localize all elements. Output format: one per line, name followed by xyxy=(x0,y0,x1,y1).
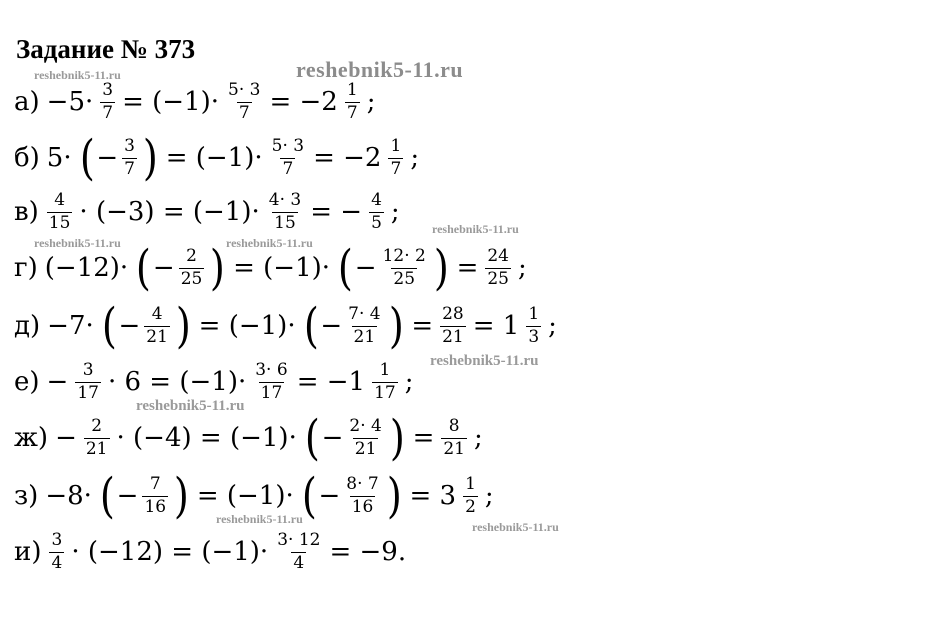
fraction xyxy=(369,191,384,233)
expr-text: (−12)· xyxy=(44,253,129,283)
expr-text: = −9. xyxy=(329,537,407,567)
fraction xyxy=(463,475,478,517)
expr-text: · (−4) = (−1)· xyxy=(116,423,297,453)
sign: − xyxy=(118,311,141,341)
numerator: 1 xyxy=(528,303,540,324)
numerator: 1 xyxy=(390,135,402,156)
numerator: 3 xyxy=(51,529,63,550)
expr-text: = − xyxy=(310,197,363,227)
equation-a xyxy=(14,72,378,132)
watermark: reshebnik5-11.ru xyxy=(216,512,303,526)
item-label: в) xyxy=(14,197,39,227)
expr-text: = (−1)· xyxy=(196,481,294,511)
numerator: 24 xyxy=(487,245,509,266)
fraction xyxy=(122,137,137,179)
fraction xyxy=(345,81,360,123)
denominator: 17 xyxy=(260,382,283,403)
denominator: 7 xyxy=(124,158,135,179)
expr-text: −7· xyxy=(47,311,94,341)
numerator: 3 xyxy=(124,135,135,156)
parenthesized-fraction: ( − $\frac{3}{7}$ ) xyxy=(79,130,158,186)
expr-text: · (−12) = (−1)· xyxy=(71,537,269,567)
numerator: 2· 4 xyxy=(349,415,382,436)
denominator: 7 xyxy=(346,102,358,123)
fraction xyxy=(100,81,115,123)
numerator: 1 xyxy=(346,79,358,100)
equation-e xyxy=(14,352,416,412)
item-label: г) xyxy=(14,253,38,283)
numerator: 3· 6 xyxy=(255,359,288,380)
fraction xyxy=(47,191,73,233)
expr-text: −8· xyxy=(45,481,92,511)
numerator: 2 xyxy=(186,245,197,266)
fraction xyxy=(485,247,511,289)
denominator: 25 xyxy=(487,268,509,289)
expr-end: ; xyxy=(548,311,557,341)
parenthesized-fraction: ( − $\frac{8\cdot 7}{16}$ ) xyxy=(301,468,402,524)
numerator: 28 xyxy=(442,303,464,324)
parenthesized-fraction: ( − $\frac{12\cdot 2}{25}$ ) xyxy=(337,240,449,296)
denominator: 16 xyxy=(351,496,374,517)
denominator: 15 xyxy=(274,212,296,233)
sign: − xyxy=(116,481,139,511)
denominator: 2 xyxy=(465,496,476,517)
fraction xyxy=(526,305,541,347)
expr-text: · 6 = (−1)· xyxy=(107,367,247,397)
fraction xyxy=(49,531,64,573)
item-label: ж) xyxy=(14,423,49,453)
expr-end: ; xyxy=(410,143,420,173)
expr-text: = 1 xyxy=(472,311,520,341)
expr-end: ; xyxy=(366,87,376,117)
numerator: 4 xyxy=(151,303,163,324)
fraction xyxy=(253,361,289,403)
numerator: 1 xyxy=(379,359,391,380)
numerator: 7· 4 xyxy=(348,303,381,324)
fraction xyxy=(388,137,403,179)
sign: − xyxy=(152,253,175,283)
numerator: 5· 3 xyxy=(228,79,261,100)
equation-z xyxy=(14,466,497,526)
numerator: 7 xyxy=(149,473,161,494)
denominator: 7 xyxy=(102,102,114,123)
watermark: reshebnik5-11.ru xyxy=(226,236,313,250)
fraction xyxy=(84,417,110,459)
denominator: 21 xyxy=(443,438,465,459)
expr-end: ; xyxy=(518,253,527,283)
item-label: е) xyxy=(14,367,40,397)
watermark: reshebnik5-11.ru xyxy=(296,57,464,82)
expr-text: · (−3) = (−1)· xyxy=(79,197,260,227)
numerator: 3 xyxy=(102,79,114,100)
denominator: 25 xyxy=(180,268,203,289)
sign: − xyxy=(96,143,119,173)
numerator: 8· 7 xyxy=(346,473,379,494)
expr-text: = (−1)· xyxy=(233,253,331,283)
numerator: 8 xyxy=(448,415,460,436)
expr-end: ; xyxy=(484,481,494,511)
equation-i xyxy=(14,522,409,582)
watermark: reshebnik5-11.ru xyxy=(430,353,539,369)
expr-end: ; xyxy=(390,197,400,227)
denominator: 21 xyxy=(85,438,108,459)
numerator: 3 xyxy=(82,359,94,380)
equation-g xyxy=(14,238,530,298)
item-label: а) xyxy=(14,87,40,117)
fraction xyxy=(144,305,170,347)
denominator: 7 xyxy=(390,158,402,179)
watermark: reshebnik5-11.ru xyxy=(472,520,559,534)
fraction xyxy=(347,417,383,459)
expr-text: = −2 xyxy=(313,143,382,173)
fraction xyxy=(179,247,205,289)
denominator: 17 xyxy=(374,382,396,403)
expr-text: = xyxy=(412,423,435,453)
fraction xyxy=(440,305,466,347)
sign: − xyxy=(321,423,344,453)
fraction xyxy=(344,475,380,517)
numerator: 4 xyxy=(54,189,66,210)
fraction xyxy=(270,137,306,179)
denominator: 5 xyxy=(371,212,382,233)
parenthesized-fraction: ( − $\frac{4}{21}$ ) xyxy=(101,298,191,354)
denominator: 3 xyxy=(528,326,540,347)
sign: − xyxy=(318,481,341,511)
numerator: 12· 2 xyxy=(382,245,426,266)
watermark: reshebnik5-11.ru xyxy=(34,236,121,250)
numerator: 5· 3 xyxy=(271,135,305,156)
expr-text: = −1 xyxy=(296,367,366,397)
denominator: 21 xyxy=(354,438,377,459)
parenthesized-fraction: ( − $\frac{2}{25}$ ) xyxy=(136,240,226,296)
numerator: 2 xyxy=(91,415,103,436)
fraction xyxy=(275,531,322,573)
fraction xyxy=(381,247,428,289)
denominator: 25 xyxy=(393,268,416,289)
equation-v xyxy=(14,182,403,242)
sign: − xyxy=(320,311,343,341)
fraction xyxy=(441,417,467,459)
denominator: 7 xyxy=(238,102,250,123)
fraction xyxy=(372,361,398,403)
expr-text: = 3 xyxy=(409,481,457,511)
denominator: 17 xyxy=(77,382,99,403)
denominator: 16 xyxy=(144,496,167,517)
expr-text: = (−1)· xyxy=(122,87,220,117)
equation-d xyxy=(14,296,560,356)
expr-text: − xyxy=(55,423,77,453)
denominator: 21 xyxy=(353,326,376,347)
item-label: и) xyxy=(14,537,42,567)
denominator: 21 xyxy=(146,326,168,347)
task-title: Задание № 373 xyxy=(16,34,196,64)
numerator: 4 xyxy=(371,189,382,210)
expr-text: 5· xyxy=(46,143,72,173)
parenthesized-fraction: ( − $\frac{7\cdot 4}{21}$ ) xyxy=(303,298,404,354)
equation-zh xyxy=(14,408,486,468)
fraction xyxy=(226,81,262,123)
item-label: д) xyxy=(14,311,41,341)
denominator: 4 xyxy=(51,552,63,573)
expr-text: = (−1)· xyxy=(198,311,296,341)
equation-b xyxy=(14,128,422,188)
expr-text: = (−1)· xyxy=(165,143,263,173)
item-label: з) xyxy=(14,481,39,511)
expr-text: = xyxy=(411,311,434,341)
watermark: reshebnik5-11.ru xyxy=(34,68,121,82)
fraction xyxy=(142,475,168,517)
expr-text: = −2 xyxy=(269,87,338,117)
numerator: 1 xyxy=(465,473,476,494)
denominator: 7 xyxy=(282,158,294,179)
watermark: reshebnik5-11.ru xyxy=(432,222,519,236)
numerator: 4· 3 xyxy=(268,189,302,210)
expr-text: − xyxy=(46,367,69,397)
denominator: 4 xyxy=(293,552,305,573)
expr-text: −5· xyxy=(46,87,94,117)
fraction xyxy=(75,361,101,403)
fraction xyxy=(267,191,303,233)
item-label: б) xyxy=(14,143,40,173)
expr-end: ; xyxy=(404,367,414,397)
denominator: 15 xyxy=(48,212,71,233)
denominator: 21 xyxy=(442,326,464,347)
sign: − xyxy=(354,253,377,283)
expr-end: ; xyxy=(474,423,483,453)
parenthesized-fraction: ( − $\frac{7}{16}$ ) xyxy=(99,468,189,524)
fraction xyxy=(346,305,382,347)
parenthesized-fraction: ( − $\frac{2\cdot 4}{21}$ ) xyxy=(304,410,405,466)
watermark: reshebnik5-11.ru xyxy=(136,398,245,414)
numerator: 3· 12 xyxy=(277,529,321,550)
expr-text: = xyxy=(456,253,479,283)
